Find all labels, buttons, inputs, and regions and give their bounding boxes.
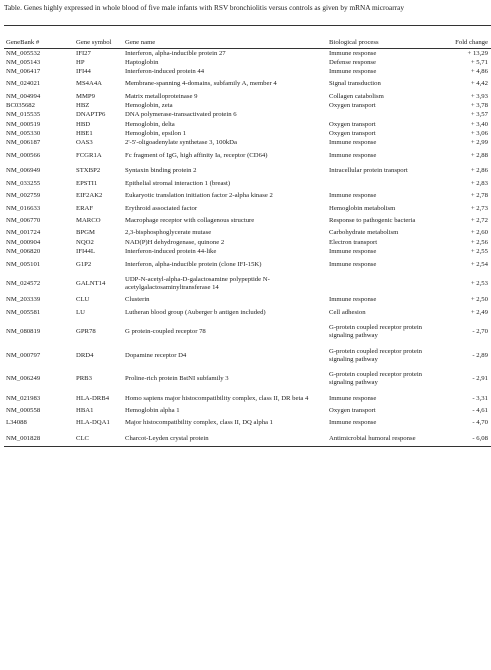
cell-gene-name: Hemoglobin, zeta (125, 102, 173, 110)
cell-fold-change: + 2,56 (470, 238, 488, 246)
cell-genebank: NM_005532 (6, 49, 41, 57)
table-row (4, 367, 491, 390)
cell-biological-process: Cell adhesion (329, 308, 366, 316)
cell-gene-symbol: DRD4 (76, 351, 94, 359)
table-header (4, 26, 491, 49)
cell-gene-symbol: FCGR1A (76, 151, 102, 159)
cell-gene-symbol: HLA-DQA1 (76, 419, 110, 427)
cell-fold-change: + 3,06 (470, 129, 488, 137)
cell-biological-process: Oxygen transport (329, 407, 376, 415)
cell-gene-symbol: IFI44 (76, 67, 91, 75)
header-gene-symbol: Gene symbol (76, 39, 112, 47)
cell-biological-process: Hemoglobin metabolism (329, 204, 396, 212)
cell-fold-change: + 2,88 (470, 151, 488, 159)
cell-fold-change: + 2,50 (470, 296, 488, 304)
table-row (4, 257, 491, 273)
cell-fold-change: + 2,86 (470, 167, 488, 175)
cell-genebank: NM_006770 (6, 217, 41, 225)
cell-gene-symbol: EPSTI1 (76, 179, 98, 187)
cell-gene-symbol: IFI44L (76, 248, 95, 256)
cell-gene-name: NAD(P)H dehydrogenase, quinone 2 (125, 238, 225, 246)
cell-gene-name: Interferon-induced protein 44-like (125, 248, 217, 256)
header-genebank: GeneBank # (6, 39, 40, 47)
cell-biological-process: Immune response (329, 139, 377, 147)
cell-gene-name: G protein-coupled receptor 78 (125, 328, 206, 336)
cell-genebank: NM_004994 (6, 92, 41, 100)
cell-gene-symbol: IFI27 (76, 49, 91, 57)
cell-gene-name: Lutheran blood group (Auberger b antigen included) (125, 308, 266, 316)
cell-fold-change: + 3,57 (470, 111, 488, 119)
cell-gene-symbol: CLC (76, 434, 90, 442)
cell-gene-symbol: HLA-DRB4 (76, 394, 110, 402)
cell-fold-change: - 4,61 (472, 407, 488, 415)
cell-biological-process: Immune response (329, 260, 377, 268)
table-row (4, 344, 491, 367)
cell-genebank: NM_033255 (6, 179, 41, 187)
cell-gene-name: Macrophage receptor with collagenous structure (125, 217, 255, 225)
cell-biological-process: Intracellular protein transport (329, 167, 408, 175)
cell-biological-process: Carbohydrate metabolism (329, 229, 399, 237)
cell-fold-change: - 2,70 (472, 328, 488, 336)
cell-fold-change: + 2,73 (470, 204, 488, 212)
table-row (4, 92, 491, 101)
cell-biological-process: G-protein coupled receptor protein signaling pathway (329, 347, 423, 363)
cell-gene-symbol: GALNT14 (76, 280, 106, 288)
cell-gene-symbol: HBA1 (76, 407, 94, 415)
cell-gene-symbol: ERAF (76, 204, 94, 212)
cell-genebank: NM_015535 (6, 111, 41, 119)
cell-gene-symbol: STXBP2 (76, 167, 101, 175)
cell-biological-process: Immune response (329, 151, 377, 159)
gene-expression-table (4, 25, 491, 447)
cell-fold-change: + 2,99 (470, 139, 488, 147)
cell-biological-process (327, 272, 447, 295)
table-row (4, 101, 491, 110)
cell-genebank: NM_006949 (6, 167, 41, 175)
cell-genebank: NM_024572 (6, 280, 41, 288)
cell-gene-symbol: HBD (76, 120, 91, 128)
table-row (4, 391, 491, 407)
header-row (4, 26, 491, 49)
table-row (4, 111, 491, 120)
cell-fold-change: + 2,49 (470, 308, 488, 316)
cell-fold-change: - 4,70 (472, 419, 488, 427)
table-row (4, 321, 491, 344)
table-row (4, 163, 491, 179)
cell-genebank: L34088 (6, 419, 27, 427)
cell-fold-change: + 5,71 (470, 58, 488, 66)
table-row (4, 179, 491, 188)
cell-gene-symbol: DNAPTP6 (76, 111, 106, 119)
cell-fold-change: + 2,83 (470, 179, 488, 187)
table-row (4, 49, 491, 58)
cell-gene-symbol: GPR78 (76, 328, 96, 336)
cell-fold-change: + 3,78 (470, 102, 488, 110)
cell-fold-change: + 2,54 (470, 260, 488, 268)
cell-gene-name: Interferon-induced protein 44 (125, 67, 205, 75)
cell-gene-name: Proline-rich protein BstNI subfamily 3 (125, 375, 229, 383)
cell-gene-name: Hemoglobin, delta (125, 120, 175, 128)
cell-biological-process: Immune response (329, 394, 377, 402)
cell-gene-name: Homo sapiens major histocompatibility complex, class II, DR beta 4 (125, 394, 309, 402)
cell-fold-change: + 2,53 (470, 280, 488, 288)
table-row (4, 188, 491, 204)
cell-gene-name: Major histocompatibility complex, class II, DQ alpha 1 (125, 419, 274, 427)
cell-genebank: NM_006187 (6, 139, 41, 147)
cell-genebank: NM_080819 (6, 328, 41, 336)
cell-fold-change: - 2,91 (472, 375, 488, 383)
cell-genebank: NM_000558 (6, 407, 41, 415)
cell-fold-change: + 3,93 (470, 92, 488, 100)
cell-genebank: NM_016633 (6, 204, 41, 212)
cell-gene-name: Clusterin (125, 296, 150, 304)
cell-gene-name: Erythroid associated factor (125, 204, 198, 212)
cell-gene-symbol: MS4A4A (76, 80, 103, 88)
cell-biological-process: Immune response (329, 49, 377, 57)
cell-gene-symbol: CLU (76, 296, 90, 304)
table-row (4, 204, 491, 213)
header-gene-name: Gene name (125, 39, 156, 47)
cell-genebank: NM_006820 (6, 248, 41, 256)
cell-genebank: NM_203339 (6, 296, 41, 304)
header-fold-change: Fold change (455, 39, 488, 47)
table-row (4, 58, 491, 67)
cell-gene-symbol: PRB3 (76, 375, 92, 383)
cell-gene-name: 2,3-bisphosphoglycerate mutase (125, 229, 212, 237)
table-row (4, 76, 491, 92)
cell-genebank: NM_000797 (6, 351, 41, 359)
cell-gene-symbol: EIF2AK2 (76, 192, 103, 200)
cell-biological-process: Oxygen transport (329, 102, 376, 110)
cell-biological-process: G-protein coupled receptor protein signaling pathway (329, 371, 423, 386)
cell-gene-name: Hemoglobin, epsilon 1 (125, 129, 187, 137)
cell-gene-name: Interferon, alpha-inducible protein 27 (125, 49, 226, 57)
cell-gene-symbol: LU (76, 308, 85, 316)
cell-biological-process: G-protein coupled receptor protein signaling pathway (329, 324, 423, 340)
cell-fold-change: + 2,72 (470, 217, 488, 225)
cell-genebank: NM_005143 (6, 58, 41, 66)
cell-biological-process (327, 179, 447, 188)
cell-genebank: NM_000519 (6, 120, 41, 128)
cell-gene-name: 2'-5'-oligoadenylate synthetase 3, 100kDa (125, 139, 237, 147)
cell-gene-symbol: BPGM (76, 229, 95, 237)
table-row (4, 213, 491, 229)
cell-genebank: NM_001828 (6, 434, 41, 442)
cell-biological-process: Collagen catabolism (329, 92, 384, 100)
cell-biological-process: Oxygen transport (329, 129, 376, 137)
cell-biological-process: Response to pathogenic bacteria (329, 217, 416, 225)
cell-fold-change: + 2,55 (470, 248, 488, 256)
table-row (4, 120, 491, 129)
table-row (4, 416, 491, 432)
cell-genebank: NM_000566 (6, 151, 41, 159)
table-body (4, 49, 491, 447)
cell-genebank: NM_000904 (6, 238, 41, 246)
table-caption: Table. Genes highly expressed in whole blood of five male infants with RSV bronchiolitis versus controls as given by mRNA microarray (4, 3, 405, 12)
cell-genebank: NM_006249 (6, 375, 41, 383)
cell-genebank: NM_021983 (6, 394, 41, 402)
cell-biological-process: Immune response (329, 248, 377, 256)
table-row (4, 238, 491, 247)
cell-biological-process: Immune response (329, 419, 377, 427)
cell-gene-name: Charcot-Leyden crystal protein (125, 434, 209, 442)
cell-gene-name: Haptoglobin (125, 58, 159, 66)
cell-gene-name: Matrix metalloproteinase 9 (125, 92, 198, 100)
table-row (4, 272, 491, 295)
cell-biological-process (327, 111, 447, 120)
table-row (4, 229, 491, 238)
cell-genebank: BC035682 (6, 102, 35, 110)
cell-gene-symbol: MMP9 (76, 92, 95, 100)
cell-genebank: NM_005101 (6, 260, 41, 268)
cell-fold-change: + 13,29 (467, 49, 488, 57)
cell-biological-process: Antimicrobial humoral response (329, 434, 416, 442)
table-row (4, 148, 491, 164)
cell-biological-process: Electron transport (329, 238, 378, 246)
cell-biological-process: Immune response (329, 192, 377, 200)
cell-gene-symbol: HP (76, 58, 85, 66)
cell-fold-change: - 3,31 (472, 394, 488, 402)
cell-biological-process: Oxygen transport (329, 120, 376, 128)
cell-gene-name: UDP-N-acetyl-alpha-D-galactosamine polypeptide N-acetylgalactosaminyltransferase 14 (125, 276, 270, 291)
cell-fold-change: + 2,60 (470, 229, 488, 237)
cell-gene-symbol: HBZ (76, 102, 90, 110)
table-figure (4, 0, 488, 447)
table-row (4, 406, 491, 415)
cell-biological-process: Signal transduction (329, 80, 381, 88)
header-biological-process: Biological process (329, 39, 379, 47)
cell-gene-name: Eukaryotic translation initiation factor 2-alpha kinase 2 (125, 192, 273, 200)
cell-gene-name: Fc fragment of IgG, high affinity Ia, receptor (CD64) (125, 151, 268, 159)
cell-gene-name: DNA polymerase-transactivated protein 6 (125, 111, 237, 119)
cell-genebank: NM_001724 (6, 229, 41, 237)
cell-biological-process: Immune response (329, 296, 377, 304)
cell-gene-name: Epithelial stromal interaction 1 (breast) (125, 179, 231, 187)
cell-fold-change: + 2,78 (470, 192, 488, 200)
table-row (4, 247, 491, 256)
cell-gene-symbol: NQO2 (76, 238, 94, 246)
cell-gene-name: Membrane-spanning 4-domains, subfamily A, member 4 (125, 80, 277, 88)
cell-gene-name: Syntaxin binding protein 2 (125, 167, 197, 175)
cell-genebank: NM_005581 (6, 308, 41, 316)
cell-genebank: NM_024021 (6, 80, 41, 88)
cell-gene-name: Dopamine receptor D4 (125, 351, 187, 359)
cell-genebank: NM_002759 (6, 192, 41, 200)
cell-gene-name: Hemoglobin alpha 1 (125, 407, 180, 415)
table-row (4, 138, 491, 147)
cell-gene-symbol: HBE1 (76, 129, 93, 137)
table-row (4, 305, 491, 321)
cell-gene-symbol: MARCO (76, 217, 101, 225)
table-row (4, 296, 491, 305)
cell-fold-change: + 3,40 (470, 120, 488, 128)
cell-genebank: NM_005330 (6, 129, 41, 137)
cell-gene-symbol: G1P2 (76, 260, 92, 268)
cell-fold-change: - 2,89 (472, 351, 488, 359)
cell-biological-process: Immune response (329, 67, 377, 75)
cell-biological-process: Defense response (329, 58, 376, 66)
cell-gene-name: Interferon, alpha-inducible protein (clone IFI-15K) (125, 260, 262, 268)
cell-fold-change: + 4,86 (470, 67, 488, 75)
table-row (4, 431, 491, 447)
table-row (4, 67, 491, 76)
cell-gene-symbol: OAS3 (76, 139, 93, 147)
cell-genebank: NM_006417 (6, 67, 41, 75)
table-row (4, 129, 491, 138)
cell-fold-change: - 6,08 (472, 434, 488, 442)
cell-fold-change: + 4,42 (470, 80, 488, 88)
